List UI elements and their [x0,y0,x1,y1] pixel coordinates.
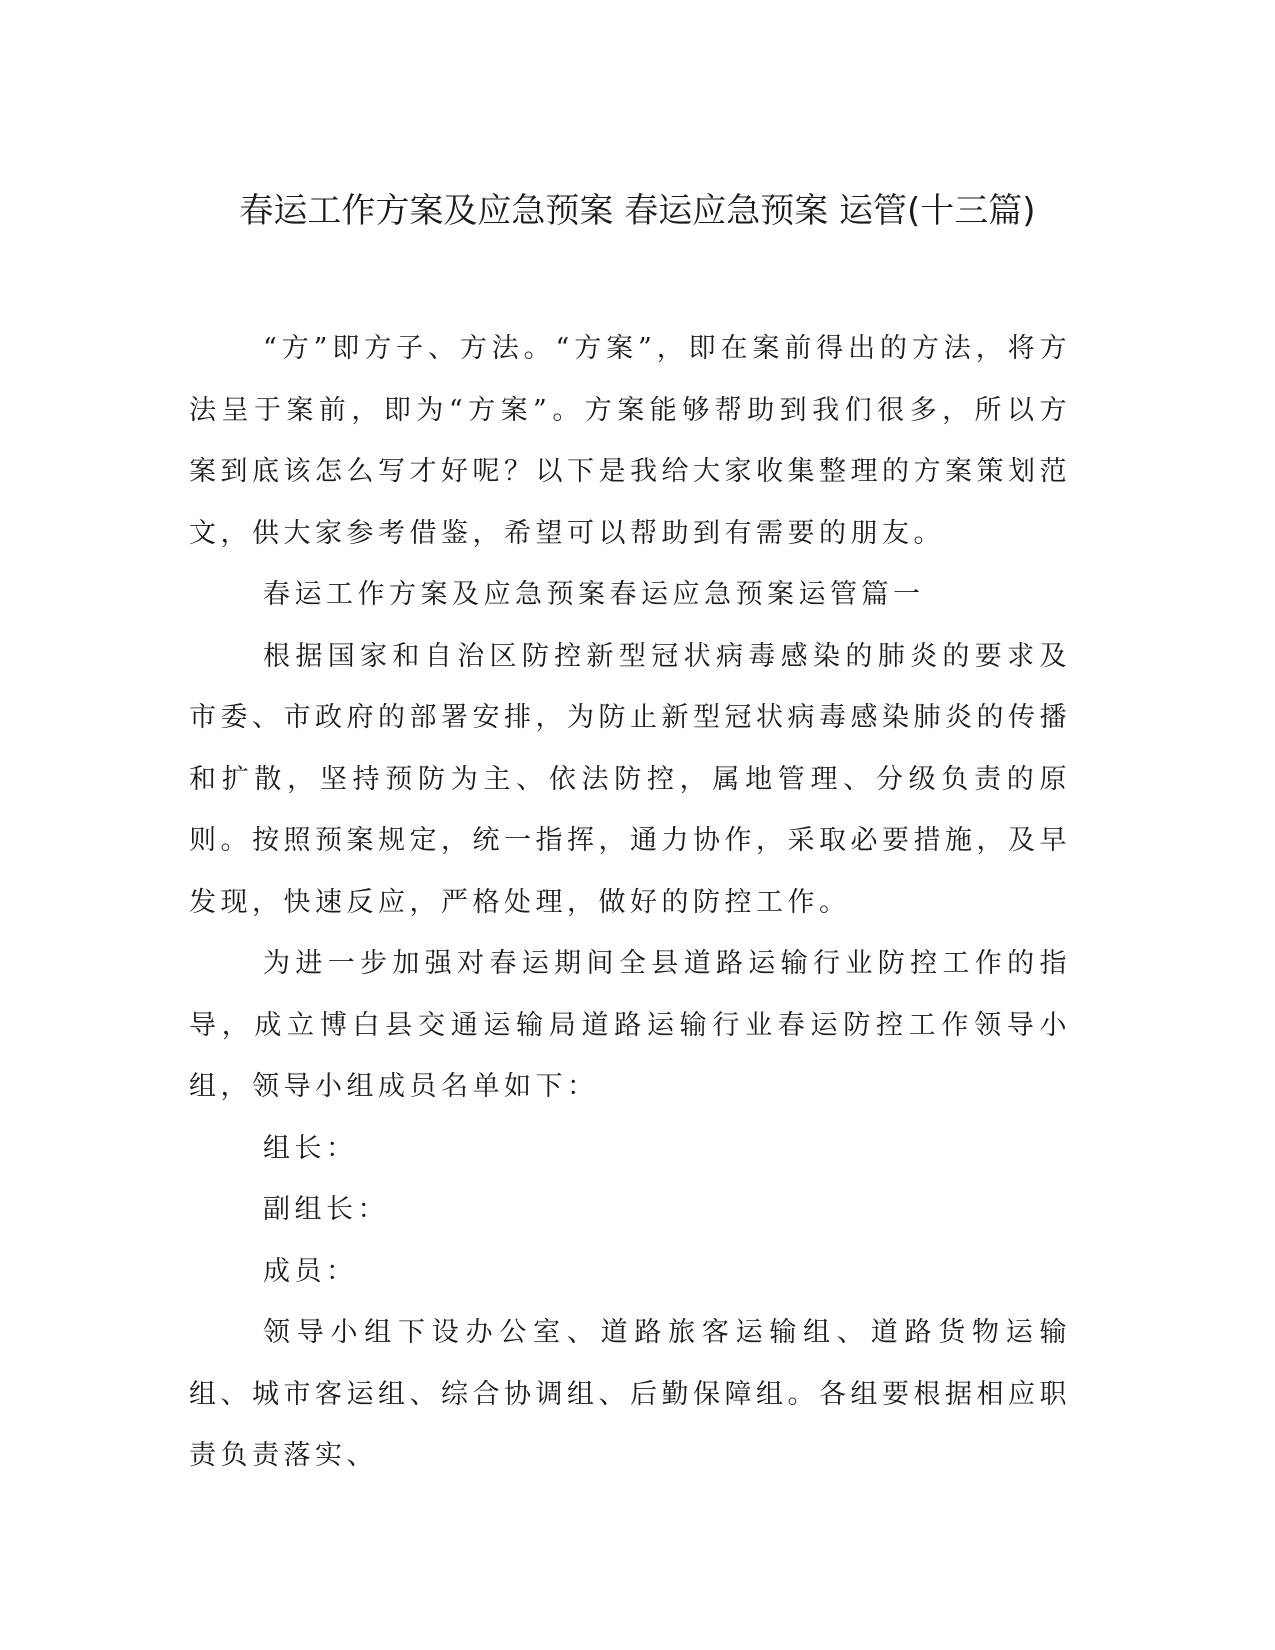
paragraph-background: 根据国家和自治区防控新型冠状病毒感染的肺炎的要求及市委、市政府的部署安排，为防止新型冠状病毒感染肺炎的传播和扩散，坚持预防为主、依法防控，属地管理、分级负责的原则。按照预案规定，统一指挥，通力协作，采取必要措施，及早发现，快速反应，严格处理，做好的防控工作。 [189,640,1071,918]
label-group-leader: 组长： [263,1132,358,1164]
section-heading: 春运工作方案及应急预案春运应急预案运管篇一 [263,579,925,610]
document-title: 春运工作方案及应急预案 春运应急预案 运管(十三篇) [239,191,1036,231]
paragraph-subgroups: 领导小组下设办公室、道路旅客运输组、道路货物运输组、城市客运组、综合协调组、后勤保障组。各组要根据相应职责负责落实、 [189,1317,1071,1471]
paragraph-leadership-group: 为进一步加强对春运期间全县道路运输行业防控工作的指导，成立博白县交通运输局道路运输行业春运防控工作领导小组，领导小组成员名单如下： [189,948,1071,1102]
label-members: 成员： [263,1255,358,1287]
paragraph-intro: “方”即方子、方法。“方案”，即在案前得出的方法，将方法呈于案前，即为“方案”。方案能够帮助到我们很多，所以方案到底该怎么写才好呢？以下是我给大家收集整理的方案策划范文，供大家参考借鉴，希望可以帮助到有需要的朋友。 [189,333,1071,549]
document-body [189,318,1071,1487]
label-deputy-leader: 副组长： [263,1194,389,1225]
